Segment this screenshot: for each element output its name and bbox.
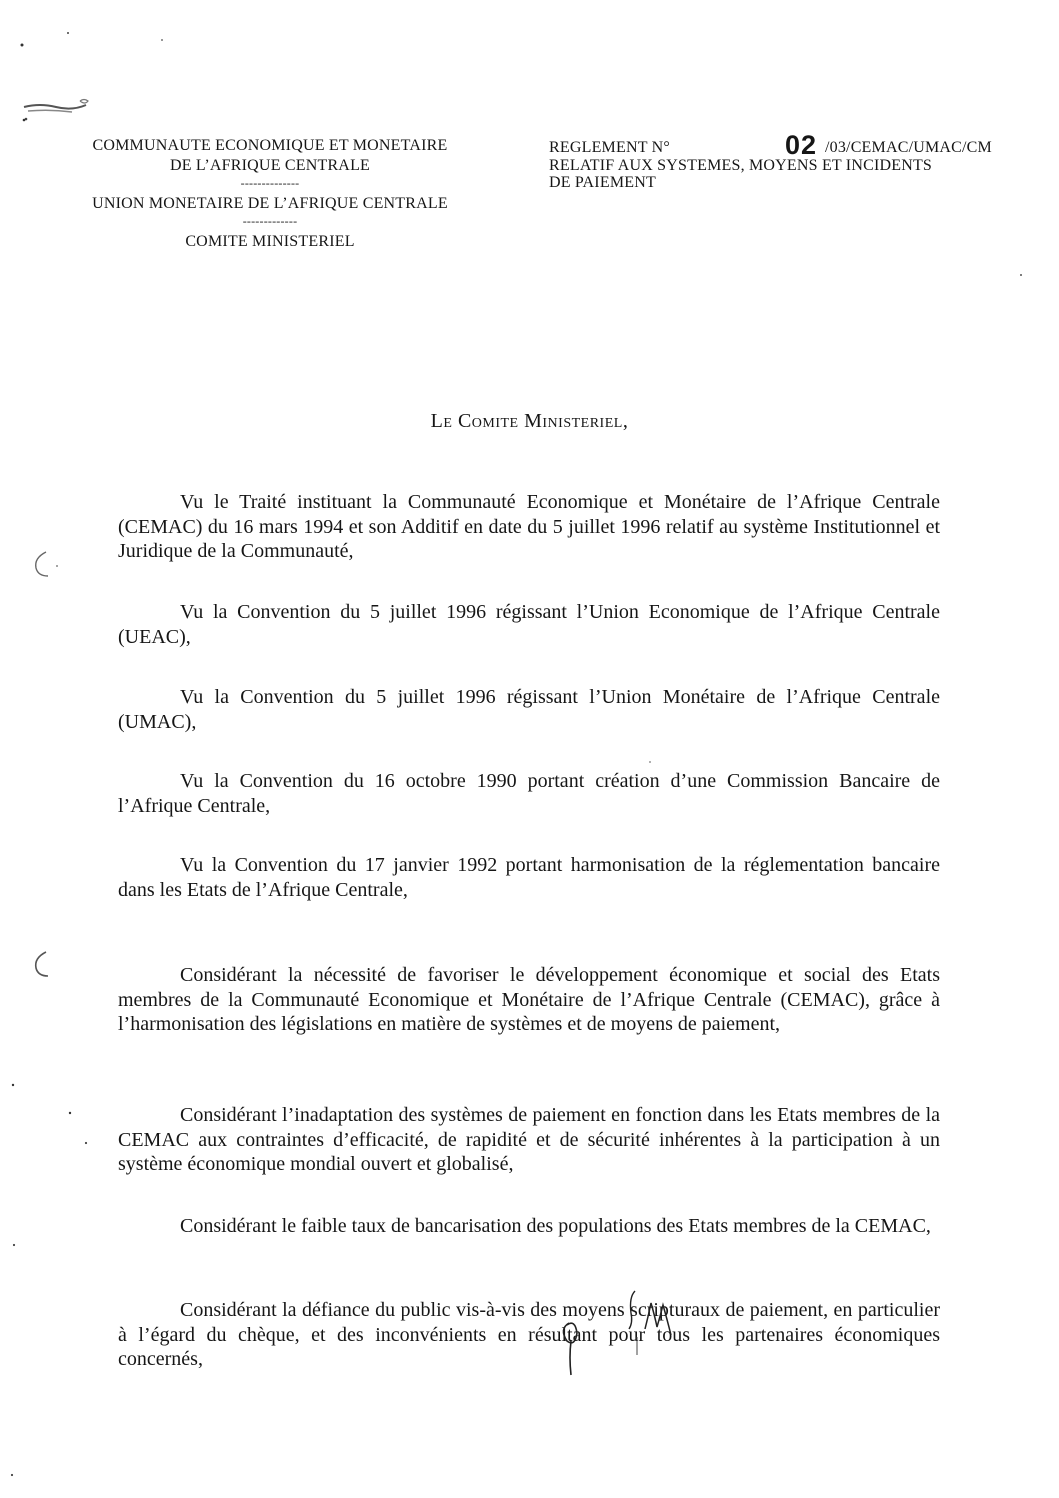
- regulation-subject-line: RELATIF AUX SYSTEMES, MOYENS ET INCIDENTS: [549, 157, 933, 174]
- regulation-subject-line: DE PAIEMENT: [549, 174, 656, 191]
- preamble-paragraph: Vu la Convention du 16 octobre 1990 portant création d’une Commission Bancaire de l’Afrique Centrale,: [118, 770, 940, 817]
- regulation-reference: [549, 130, 1039, 160]
- preamble-paragraph: Vu la Convention du 5 juillet 1996 régissant l’Union Monétaire de l’Afrique Centrale (UMAC),: [118, 686, 940, 733]
- issuer-line-region: DE L’AFRIQUE CENTRALE: [169, 157, 371, 174]
- recital-paragraph: Considérant le faible taux de bancarisation des populations des Etats membres de la CEMAC,: [180, 1215, 931, 1237]
- stamp-smudge-icon: [20, 95, 100, 125]
- regulation-header: [549, 130, 1039, 193]
- header-separator: --------------: [240, 176, 300, 190]
- margin-punch-mark-icon: [30, 548, 60, 580]
- preamble-paragraph: Vu la Convention du 17 janvier 1992 portant harmonisation de la réglementation bancaire dans les Etats de l’Afrique Centrale,: [118, 854, 940, 901]
- document-title: Le Comite Ministeriel,: [430, 410, 629, 432]
- issuer-line-committee: COMITE MINISTERIEL: [185, 233, 355, 250]
- issuer-line-community: COMMUNAUTE ECONOMIQUE ET MONETAIRE: [92, 137, 448, 154]
- preamble-paragraph: Vu le Traité instituant la Communauté Economique et Monétaire de l’Afrique Centrale (CEMAC) du 16 mars 1994 et son Additif en date du 5 juillet 1996 relatif au système Institutionnel et Juridique de la Communauté,: [118, 491, 940, 562]
- regulation-number: 02: [785, 130, 818, 160]
- issuer-line-union: UNION MONETAIRE DE L’AFRIQUE CENTRALE: [92, 195, 448, 212]
- margin-punch-mark-icon: [30, 948, 60, 980]
- regulation-suffix: /03/CEMAC/UMAC/CM: [825, 139, 992, 156]
- recital-paragraph: Considérant la défiance du public vis-à-vis des moyens scripturaux de paiement, en particulier à l’égard du chèque, et des inconvénients en résultant pour tous les partenaires économiques concernés,: [118, 1299, 940, 1370]
- header-separator: -------------: [242, 214, 298, 228]
- recital-paragraph: Considérant la nécessité de favoriser le développement économique et social des Etats membres de la Communauté Economique et Monétaire de l’Afrique Centrale (CEMAC), grâce à l’harmonisation des législations en matière de systèmes et de moyens de paiement,: [118, 964, 940, 1035]
- initials-signature-icon: [545, 1283, 695, 1378]
- recital-paragraph: Considérant l’inadaptation des systèmes de paiement en fonction dans les Etats membres de la CEMAC aux contraintes d’efficacité, de rapidité et de sécurité inhérentes à la participation à un système économique mondial ouvert et globalisé,: [118, 1104, 940, 1175]
- issuer-header: [50, 136, 490, 252]
- regulation-label: REGLEMENT N°: [549, 139, 670, 156]
- preamble-paragraph: Vu la Convention du 5 juillet 1996 régissant l’Union Economique de l’Afrique Centrale (UEAC),: [118, 601, 940, 648]
